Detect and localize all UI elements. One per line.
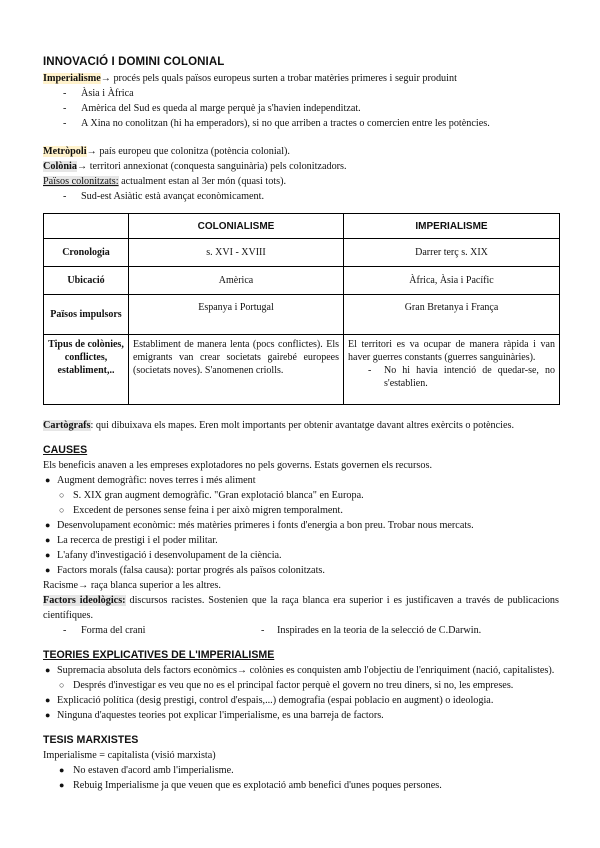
table-header-row [44,214,560,239]
causes-intro: Els beneficis anaven a les empreses explotadores no pels governs. Estats governen els recursos. [43,460,432,471]
page-title: INNOVACIÓ I DOMINI COLONIAL [43,56,225,68]
colonia-definition: Colònia→ territori annexionat (conquesta sanguinària) pels colonitzadors. [43,161,347,172]
table-cell: Establiment de manera lenta (pocs conflictes). Els emigrants van crear societats gairebé europees (societats noves). S'anomenen criolls. [129,335,344,405]
list-item: ● Augment demogràfic: noves terres i més aliment [45,475,256,486]
table-header: IMPERIALISME [344,214,560,239]
definition-text: procés pels quals països europeus surten a trobar matèries primeres i seguir produint [110,73,457,84]
list-item: ● L'afany d'investigació i desenvolupament de la ciència. [45,550,282,561]
term-imperialisme: Imperialisme [43,73,101,84]
term-metropoli: Metròpoli [43,146,87,157]
table-cell: Espanya i Portugal [129,295,344,335]
list-item: ○ S. XIX gran augment demogràfic. "Gran explotació blanca" en Europa. [59,490,364,501]
table-header [44,214,129,239]
arrow: → [100,73,111,84]
racisme-line: Racisme→ raça blanca superior a les altres. [43,580,221,591]
table-cell: Amèrica [129,267,344,295]
list-item: ● Supremacia absoluta dels factors econòmics→ colònies es conquisten amb l'objectiu de l'enriquiment (nació, capitalistes). [45,665,555,676]
table-cell: s. XVI - XVIII [129,239,344,267]
list-item: Forma del crani [81,625,146,636]
term-colonia: Colònia [43,161,77,172]
list-item: ● Explicació política (desig prestigi, control d'espais,...) demografia (espai poblacio en augment) o ideologia. [45,695,494,706]
table-cell: El territori es va ocupar de manera ràpida i van haver guerres constants (guerres sanguinàries). - No hi havia intenció de quedar-se, no s'establien. [344,335,560,405]
term-paisos: Països colonitzats: [43,176,119,187]
list-item: ● No estaven d'acord amb l'imperialisme. [59,765,234,776]
list-item: - Amèrica del Sud es queda al marge perquè ja s'havien independitzat. [63,103,361,114]
table-row [44,267,560,295]
list-item: ● La recerca de prestigi i el poder militar. [45,535,218,546]
list-item: ○ Excedent de persones sense feina i per això migren temporalment. [59,505,343,516]
document-page [43,55,559,793]
table-header: COLONIALISME [129,214,344,239]
comparison-table [43,213,560,405]
row-label: Ubicació [44,267,129,295]
row-label: Cronologia [44,239,129,267]
paisos-colonitzats: Països colonitzats: actualment estan al 3er món (quasi tots). [43,176,287,187]
list-item: ● Desenvolupament econòmic: més matèries primeres i fonts d'energia a bon preu. Trobar nous mercats. [45,520,474,531]
cartografs-definition: Cartògrafs: qui dibuixava els mapes. Eren molt importants per obtenir avantatge davant altres exèrcits o potències. [43,420,515,431]
list-item: - Sud-est Asiàtic està avançat econòmicament. [63,191,265,202]
term-factors-ideologics: Factors ideològics: [43,595,126,606]
section-heading-causes: CAUSES [43,444,88,456]
tesis-intro: Imperialisme = capitalista (visió marxista) [43,750,216,761]
row-label: Països impulsors [44,295,129,335]
list-item: ○ Després d'investigar es veu que no es el principal factor perquè el govern no treu diners, si no, les empreses. [59,680,514,691]
term-cartografs: Cartògrafs [43,420,91,431]
section-heading-tesis: TESIS MARXISTES [43,734,139,746]
list-item: - A Xina no conolitzan (hi ha emperadors), si no que arriben a tractes o comercien entre les potències. [63,118,490,129]
factors-ideologics: Factors ideològics: discursos racistes. Sostenien que la raça blanca era superior i es justificaven a través de publicacions científiques. [43,595,559,621]
table-row [44,239,560,267]
list-item: ● Ninguna d'aquestes teories pot explicar l'imperialisme, es una barreja de factors. [45,710,384,721]
factors-list: - Forma del crani - Inspirades en la teoria de la selecció de C.Darwin. [63,625,482,636]
table-cell: Darrer terç s. XIX [344,239,560,267]
section-heading-teories: TEORIES EXPLICATIVES DE L'IMPERIALISME [43,649,275,661]
table-cell: Gran Bretanya i França [344,295,560,335]
table-cell: Àfrica, Àsia i Pacífic [344,267,560,295]
table-row [44,335,560,405]
list-item: - No hi havia intenció de quedar-se, no s'establien. [368,365,555,389]
imperialisme-definition [43,71,559,86]
list-item: ● Rebuig Imperialisme ja que veuen que es explotació amb benefici d'unes poques persones. [59,780,442,791]
list-item: ● Factors morals (falsa causa): portar progrés als països colonitzats. [45,565,325,576]
list-item: Inspirades en la teoria de la selecció de C.Darwin. [277,625,482,636]
metropoli-definition: Metròpoli→ país europeu que colonitza (potència colonial). [43,146,290,157]
row-label: Tipus de colònies, conflictes, establiment,.. [44,335,129,405]
list-item: - Àsia i Àfrica [63,88,134,99]
table-row [44,295,560,335]
